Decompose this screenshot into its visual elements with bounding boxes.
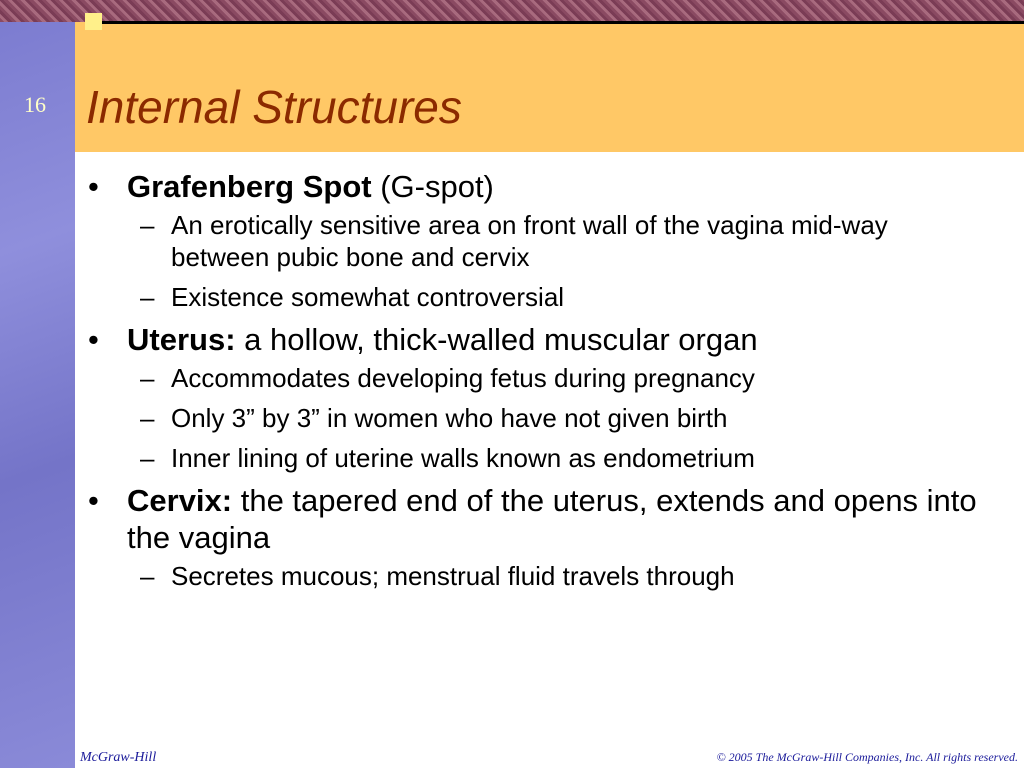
footer-copyright: © 2005 The McGraw-Hill Companies, Inc. All rights reserved. [716, 750, 1018, 764]
bullet-item: • Grafenberg Spot (G-spot) [88, 169, 494, 204]
slide-number: 16 [24, 92, 46, 117]
left-decorative-column [0, 22, 75, 768]
sub-bullet-text: Existence somewhat controversial [171, 282, 565, 312]
sub-bullet: – Inner lining of uterine walls known as endometrium [140, 443, 755, 473]
top-decorative-strip [0, 0, 1024, 22]
sub-bullet: – Only 3” by 3” in women who have not given birth [140, 403, 728, 433]
bullet-term: Uterus: [127, 322, 236, 357]
bullet-text: a hollow, thick-walled muscular organ [235, 322, 758, 357]
sub-bullet: – Secretes mucous; menstrual fluid travels through [140, 561, 735, 591]
sub-bullet-text: Inner lining of uterine walls known as endometrium [171, 443, 755, 473]
slide-title: Internal Structures [86, 81, 462, 133]
sub-bullet-text: An erotically sensitive area on front wall of the vagina mid-way between pubic bone and cervix [171, 210, 888, 272]
decorative-square [85, 13, 102, 30]
bullet-item: • Uterus: a hollow, thick-walled muscular organ [88, 322, 758, 357]
sub-bullet-text: Secretes mucous; menstrual fluid travels through [171, 561, 735, 591]
sub-bullet-text: Only 3” by 3” in women who have not given birth [171, 403, 728, 433]
bullet-text: the tapered end of the uterus, extends and opens into the vagina [127, 483, 977, 555]
slide-content [88, 168, 988, 600]
sub-bullet: – An erotically sensitive area on front wall of the vagina mid-way between pubic bone and cervix [140, 210, 888, 272]
bullet-text: (G-spot) [371, 169, 494, 204]
sub-bullet: – Existence somewhat controversial [140, 282, 565, 312]
divider-line [100, 21, 1024, 24]
footer-publisher: McGraw-Hill [80, 750, 157, 765]
bullet-term: Grafenberg Spot [127, 169, 372, 204]
bullet-term: Cervix: [127, 483, 233, 518]
sub-bullet-text: Accommodates developing fetus during pregnancy [171, 363, 755, 393]
bullet-item: • Cervix: the tapered end of the uterus, extends and opens into the vagina [88, 483, 977, 555]
sub-bullet: – Accommodates developing fetus during pregnancy [140, 363, 755, 393]
